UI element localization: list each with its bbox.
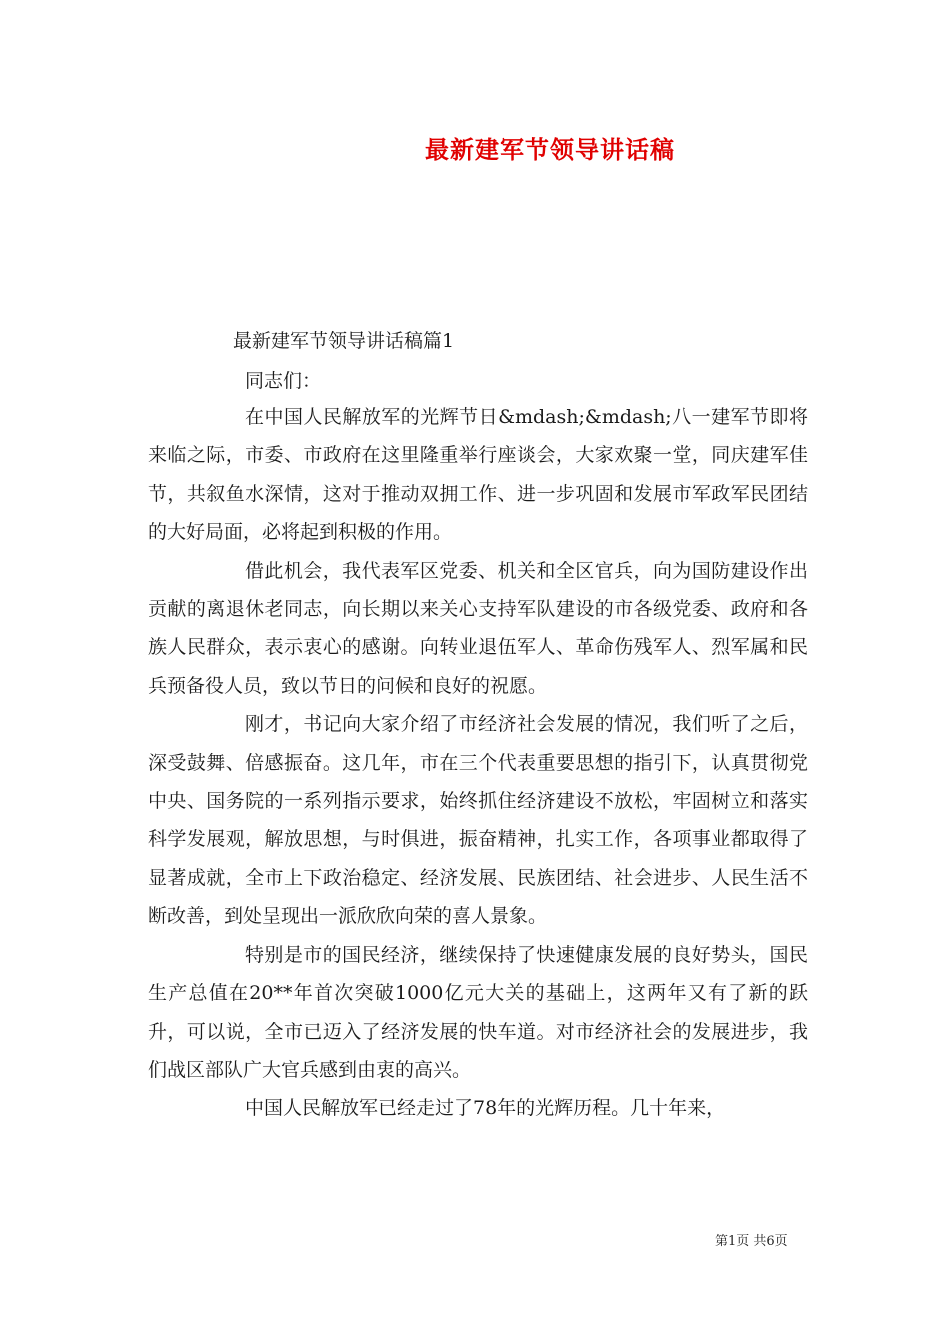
body-text <box>148 398 808 1128</box>
section-heading: 最新建军节领导讲话稿篇1 <box>233 330 455 352</box>
paragraph-1: 在中国人民解放军的光辉节日&mdash;&mdash;八一建军节即将来临之际，市委、市政府在这里隆重举行座谈会，大家欢聚一堂，同庆建军佳节，共叙鱼水深情，这对于推动双拥工作、进一步巩固和发展市军政军民团结的大好局面，必将起到积极的作用。 <box>148 406 808 544</box>
paragraph-3: 刚才，书记向大家介绍了市经济社会发展的情况，我们听了之后，深受鼓舞、倍感振奋。这几年，市在三个代表重要思想的指引下，认真贯彻党中央、国务院的一系列指示要求，始终抓住经济建设不放松，牢固树立和落实科学发展观，解放思想，与时俱进，振奋精神，扎实工作，各项事业都取得了显著成就，全市上下政治稳定、经济发展、民族团结、社会进步、人民生活不断改善，到处呈现出一派欣欣向荣的喜人景象。 <box>148 713 808 928</box>
paragraph-5: 中国人民解放军已经走过了78年的光辉历程。几十年来， <box>245 1097 726 1120</box>
salutation: 同志们： <box>245 370 322 392</box>
paragraph-4: 特别是市的国民经济，继续保持了快速健康发展的良好势头，国民生产总值在20**年首次突破1000亿元大关的基础上，这两年又有了新的跃升，可以说，全市已迈入了经济发展的快车道。对市经济社会的发展进步，我们战区部队广大官兵感到由衷的高兴。 <box>148 943 808 1081</box>
page-number-footer: 第1页 共6页 <box>715 1234 788 1249</box>
paragraph-2: 借此机会，我代表军区党委、机关和全区官兵，向为国防建设作出贡献的离退休老同志，向长期以来关心支持军队建设的市各级党委、政府和各族人民群众，表示衷心的感谢。向转业退伍军人、革命伤残军人、烈军属和民兵预备役人员，致以节日的问候和良好的祝愿。 <box>148 559 808 697</box>
document-title: 最新建军节领导讲话稿 <box>425 135 675 164</box>
